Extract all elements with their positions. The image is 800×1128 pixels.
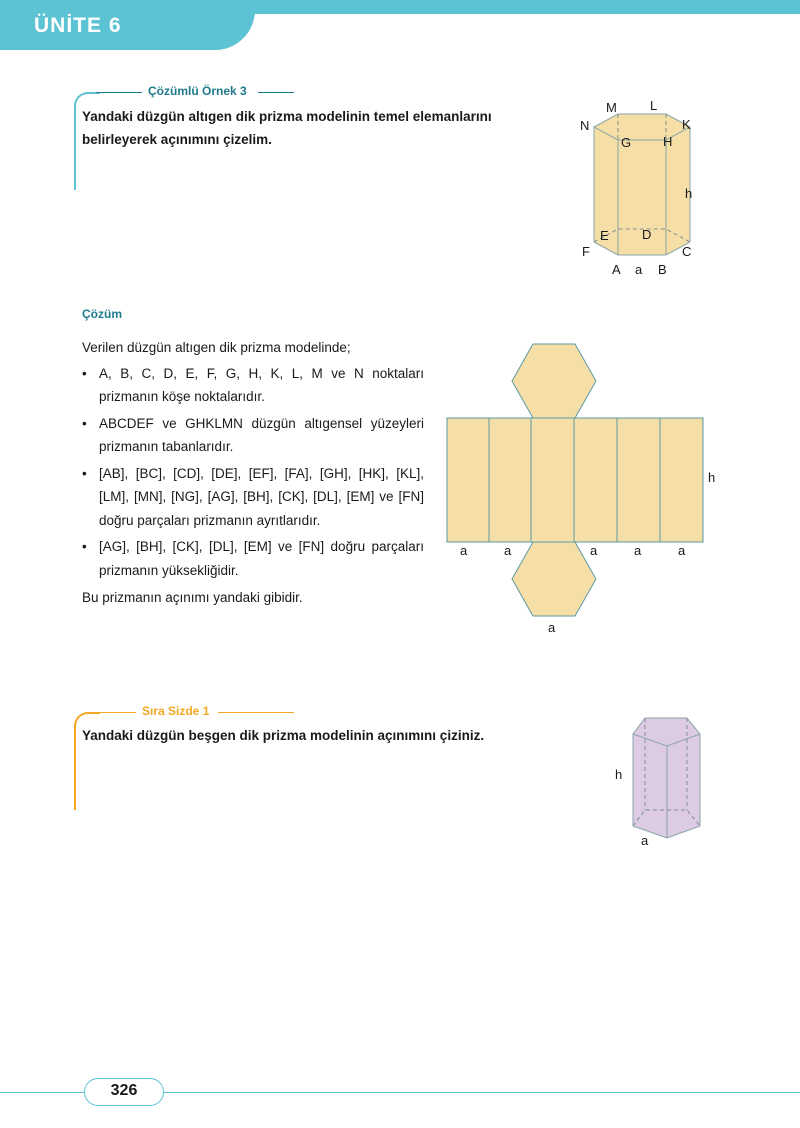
solution-intro: Verilen düzgün altıgen dik prizma modelinde; [82,340,351,355]
footer-line [160,1092,800,1093]
example-title-line-right [258,92,294,93]
page-number: 326 [110,1082,138,1099]
hexagonal-prism-figure [570,92,710,282]
exercise-title-line-left [96,712,136,713]
solution-bullet-list [82,362,424,583]
net-bottom-hexagon [512,542,596,616]
net-side-face-6 [660,418,703,542]
label-A: A [612,262,621,277]
label-F: F [582,244,590,259]
pentagonal-prism-figure [605,712,715,852]
label-L: L [650,98,658,113]
example-title-line-left [96,92,142,93]
label-C: C [682,244,692,259]
label-K: K [682,117,691,132]
exercise-title: Sıra Sizde 1 [142,704,210,718]
solution-outro: Bu prizmanın açınımı yandaki gibidir. [82,590,303,605]
label-h: h [685,186,693,201]
label-E: E [600,228,609,243]
net-side-face-5 [617,418,660,542]
exercise-title-line-right [218,712,294,713]
net-side-face-2 [489,418,531,542]
footer-line-left [0,1092,84,1093]
net-side-face-4 [574,418,617,542]
label-H: H [663,134,673,149]
net-label-a: a [678,543,686,558]
label-M: M [606,100,617,115]
net-label-a: a [590,543,598,558]
solution-bullet: • [AG], [BH], [CK], [DL], [EM] ve [FN] doğru parçaları prizmanın yüksekliğidir. [82,535,424,582]
net-label-h: h [708,470,716,485]
example-title: Çözümlü Örnek 3 [148,84,247,98]
pentagon-label-a: a [641,833,649,848]
label-N: N [580,118,590,133]
solution-bullet: • A, B, C, D, E, F, G, H, K, L, M ve N noktaları prizmanın köşe noktalarıdır. [82,362,424,409]
label-D: D [642,227,652,242]
label-a: a [635,262,643,277]
solution-bullet: • [AB], [BC], [CD], [DE], [EF], [FA], [GH], [HK], [KL], [LM], [MN], [NG], [AG], [BH], [CK], [DL], [EM] ve [FN] doğru parçaları prizmanın ayrıtlarıdır. [82,462,424,533]
solution-text [82,336,424,610]
pentagon-label-h: h [615,767,623,782]
net-side-face-1 [447,418,489,542]
net-label-a: a [460,543,468,558]
net-side-face-3 [531,418,574,542]
hexagonal-prism-net [440,340,730,640]
unit-label: ÜNİTE 6 [34,14,122,37]
net-top-hexagon [512,344,596,418]
label-G: G [621,135,632,150]
net-label-a: a [504,543,512,558]
solution-bullet: • ABCDEF ve GHKLMN düzgün altıgensel yüzeyleri prizmanın tabanlarıdır. [82,412,424,459]
label-B: B [658,262,667,277]
net-label-a: a [634,543,642,558]
net-label-a-bottom: a [548,620,556,635]
exercise-question: Yandaki düzgün beşgen dik prizma modelinin açınımını çiziniz. [82,728,485,743]
example-question: Yandaki düzgün altıgen dik prizma modelinin temel elemanlarını belirleyerek açınımını çizelim. [82,109,492,147]
solution-label: Çözüm [82,307,122,321]
